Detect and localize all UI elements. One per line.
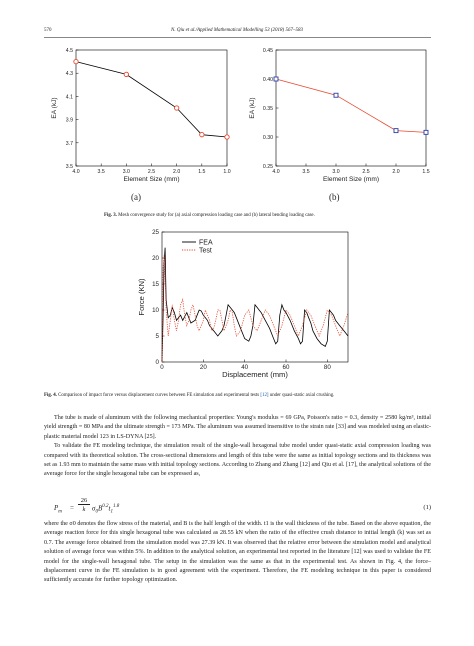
- legend-label-fea: FEA: [199, 239, 213, 247]
- x-tick-label: 40: [241, 364, 249, 371]
- y-tick-label: 0: [155, 359, 159, 366]
- fig3b-mesh-convergence-chart: [242, 40, 442, 190]
- data-point: [394, 129, 398, 133]
- data-point: [200, 132, 204, 136]
- plot-frame: [276, 50, 426, 166]
- y-axis-label: EA (kJ): [249, 97, 256, 119]
- y-tick-label: 0.40: [262, 77, 273, 83]
- x-tick-label: 2.0: [392, 169, 400, 175]
- equation-number: (1): [423, 504, 431, 511]
- x-tick-label: 3.0: [122, 169, 130, 175]
- equation-equals: =: [70, 504, 74, 512]
- y-tick-label: 3.7: [65, 140, 73, 147]
- fig4-force-displacement-chart: [122, 226, 362, 386]
- y-tick-label: 10: [152, 307, 159, 314]
- page-number: 570: [44, 28, 52, 33]
- x-tick-label: 80: [323, 364, 331, 371]
- body-text-upper: [44, 414, 431, 480]
- running-title: N. Qiu et al./Applied Mathematical Modelling 53 (2018) 567–583: [171, 28, 303, 33]
- body-text-lower: [44, 520, 431, 586]
- fig3-panel-a-label: (a): [131, 192, 141, 202]
- data-point: [274, 77, 278, 81]
- x-axis-label: Element Size (mm): [123, 176, 180, 183]
- paragraph-material: The tube is made of aluminum with the following mechanical properties: Young's modulus = 69 GPa, Poisson's ratio = 0.3, density = 2580 kg/m³, initial yield strength = 80 MPa and the ultimate strength = 173 MPa. The aluminum was assumed insensitive to the strain rate [33] and was modeled using an elastic-plastic material model 123 in LS-DYNA [25].: [44, 415, 431, 440]
- fig3-caption-label: Fig. 3.: [104, 213, 117, 218]
- x-tick-label: 2.5: [362, 169, 370, 175]
- y-axis-label: Force (KN): [137, 278, 146, 316]
- y-tick-label: 0.30: [262, 135, 273, 141]
- data-point: [174, 106, 178, 110]
- x-axis-label: Displacement (mm): [222, 370, 288, 379]
- legend-label-test: Test: [199, 247, 212, 255]
- y-tick-label: 20: [152, 255, 159, 262]
- fig3a-mesh-convergence-chart: [44, 40, 244, 190]
- x-tick-label: 1.5: [198, 169, 206, 175]
- y-tick-label: 0.45: [262, 48, 273, 54]
- x-tick-label: 1.5: [422, 169, 430, 175]
- data-point: [424, 130, 428, 134]
- x-tick-label: 3.5: [97, 169, 105, 175]
- data-point: [74, 59, 78, 63]
- paragraph-validation: To validate the FE modeling technique, the simulation result of the single-wall hexagonal tube model under quasi-static axial compression loading was compared with its theoretical solution. The cross-sectional dimensions and length of this tube were the same as initial topology sections and its thickness was set as 1.93 mm to maintain the same mass with initial topology sections. According to Zhang and Zhang [12] and Qiu et al. [17], the analytical solutions of the average force for the single hexagonal tube can be expressed as,: [44, 443, 431, 478]
- paragraph-results: where the σ0 denotes the flow stress of the material, and B is the half length of the width. t1 is the wall thickness of the tube. Based on the above equation, the average reaction force for this single hexagonal tube was calculated as 28.55 kN when the ratio of the effective crush distance to initial length (k) was set as 0.7. The average force obtained from the simulation model was 27.39 kN. It was observed that the relative error between the simulation model and analytical solution of average force was within 5%. In addition to the analytical solution, an experimental test reported in the literature [12] was used to validate the FE model for the single-wall hexagonal tube. The setup in the simulation was the same as that in the experimental test. As shown in Fig. 4, the force–displacement curve in the FE simulation is in good agreement with the experiment. Therefore, the FE modeling technique in this paper is considered sufficiently accurate for further topology optimization.: [44, 521, 431, 584]
- x-axis-label: Element Size (mm): [322, 176, 380, 183]
- equation-denominator: k: [82, 506, 86, 513]
- y-tick-label: 4.1: [65, 94, 73, 101]
- y-tick-label: 5: [155, 333, 159, 340]
- series-line-fea: [162, 248, 348, 362]
- x-tick-label: 60: [282, 364, 290, 371]
- y-tick-label: 0.25: [262, 164, 273, 170]
- y-tick-label: 25: [152, 229, 159, 236]
- y-tick-label: 15: [152, 281, 159, 288]
- y-tick-label: 3.9: [65, 117, 73, 124]
- fig4-caption-text-1: Comparison of impact force versus displacement curves between FE simulation and experimental tests: [58, 393, 261, 398]
- y-tick-label: 0.35: [262, 106, 273, 112]
- fig3-panel-b-label: (b): [329, 192, 340, 202]
- x-tick-label: 4.0: [272, 169, 280, 175]
- fig3-caption: [104, 212, 404, 219]
- x-tick-label: 2.0: [173, 169, 181, 175]
- data-point: [124, 72, 128, 76]
- y-axis-label: EA (kJ): [51, 97, 58, 119]
- equation-lhs: $P_m$: [54, 504, 62, 515]
- data-point: [225, 135, 229, 139]
- equation-rhs: $\sigma_0B^{0.2}t_1^{1.8}$: [92, 504, 120, 515]
- series-line: [76, 62, 227, 137]
- x-tick-label: 20: [199, 364, 207, 371]
- fig4-caption-text-2: under quasi-static axial crushing.: [268, 393, 335, 398]
- fig4-caption: [44, 392, 431, 399]
- x-tick-label: 2.5: [147, 169, 156, 175]
- x-tick-label: 1.0: [223, 169, 231, 175]
- data-point: [334, 93, 338, 97]
- fig4-caption-label: Fig. 4.: [44, 393, 57, 398]
- x-tick-label: 0: [160, 364, 164, 371]
- series-line: [276, 79, 426, 132]
- y-tick-label: 3.5: [65, 164, 73, 170]
- x-tick-label: 3.5: [302, 169, 310, 175]
- y-tick-label: 4.3: [65, 71, 73, 78]
- equation-numerator: 26: [78, 497, 90, 505]
- y-tick-label: 4.5: [65, 48, 73, 54]
- fig4-caption-ref-link[interactable]: [12]: [260, 393, 269, 398]
- header-rule: [44, 37, 431, 38]
- x-tick-label: 4.0: [72, 169, 80, 175]
- fig3-caption-text: Mesh convergence study for (a) axial compression loading case and (b) lateral bending loading case.: [118, 213, 315, 218]
- x-tick-label: 3.0: [332, 169, 340, 175]
